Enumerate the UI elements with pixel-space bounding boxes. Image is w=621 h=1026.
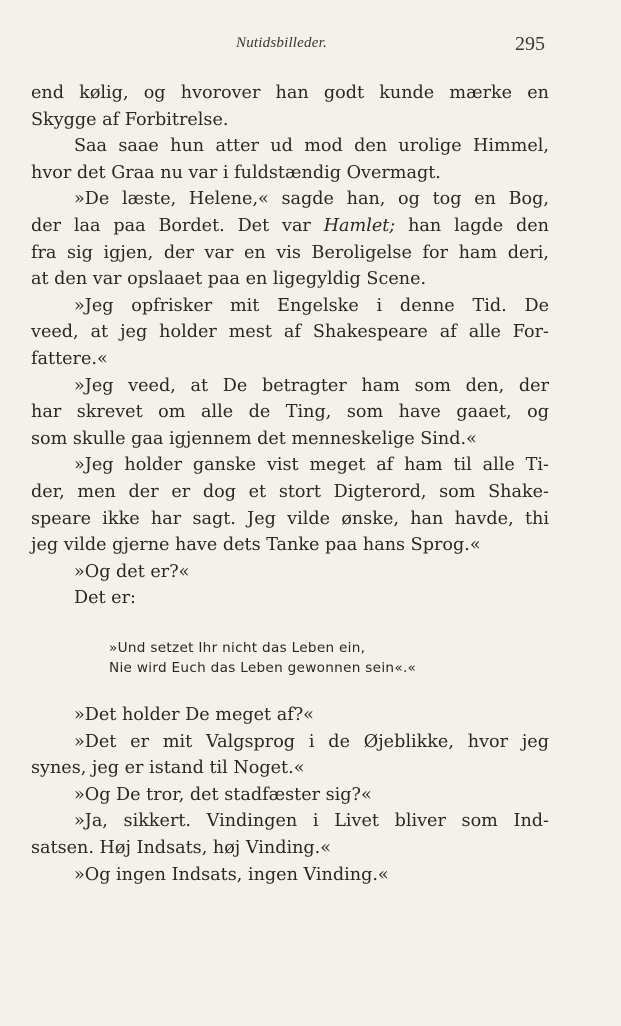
body-text xyxy=(31,80,549,612)
text-line: som skulle gaa igjennem det menneskelige Sind.« xyxy=(31,428,477,449)
text-segment: der laa paa Bordet. Det var xyxy=(31,215,311,236)
text-line: satsen. Høj Indsats, høj Vinding.« xyxy=(31,837,332,858)
text-line: hvor det Graa nu var i fuldstændig Overmagt. xyxy=(31,162,441,183)
text-line: »De læste, Helene,« sagde han, og tog en Bog, xyxy=(74,189,549,210)
quote-line: Nie wird Euch das Leben gewonnen sein«.« xyxy=(109,660,417,676)
text-line: Saa saae hun atter ud mod den urolige Himmel, xyxy=(74,136,549,157)
text-segment: han lagde den xyxy=(408,215,549,236)
running-title: Nutidsbilleder. xyxy=(236,35,327,51)
text-line: »Og det er?« xyxy=(74,561,190,582)
text-line: »Jeg veed, at De betragter ham som den, der xyxy=(74,375,549,396)
text-line: »Jeg holder ganske vist meget af ham til alle Ti- xyxy=(74,455,549,476)
text-line: fattere.« xyxy=(31,348,108,369)
text-line: speare ikke har sagt. Jeg vilde ønske, han havde, thi xyxy=(31,508,549,529)
text-line: veed, at jeg holder mest af Shakespeare af alle For- xyxy=(31,322,549,343)
text-line: fra sig igjen, der var en vis Beroligelse for ham deri, xyxy=(31,242,549,263)
text-line: »Det er mit Valgsprog i de Øjeblikke, hvor jeg xyxy=(74,731,549,752)
text-line: Det er: xyxy=(74,588,136,609)
page-number: 295 xyxy=(515,33,545,55)
text-line: »Og ingen Indsats, ingen Vinding.« xyxy=(74,864,389,885)
quote-line: »Und setzet Ihr nicht das Leben ein, xyxy=(109,640,366,656)
text-line: end kølig, og hvorover han godt kunde mærke en xyxy=(31,83,549,103)
text-line: at den var opslaaet paa en ligegyldig Scene. xyxy=(31,269,427,290)
text-line: »Jeg opfrisker mit Engelske i denne Tid. De xyxy=(74,295,549,316)
running-head xyxy=(0,33,621,57)
text-line: »Det holder De meget af?« xyxy=(74,705,314,725)
italic-title: Hamlet; xyxy=(323,215,396,236)
text-line: »Ja, sikkert. Vindingen i Livet bliver som Ind- xyxy=(74,811,549,832)
text-line: Skygge af Forbitrelse. xyxy=(31,109,229,130)
text-line: har skrevet om alle de Ting, som have gaaet, og xyxy=(31,402,549,423)
text-line: der, men der er dog et stort Digterord, som Shake- xyxy=(31,481,549,502)
verse-quote xyxy=(109,638,529,678)
text-line xyxy=(31,213,549,240)
text-line: synes, jeg er istand til Noget.« xyxy=(31,758,305,779)
body-text-continued xyxy=(31,702,549,888)
text-line: jeg vilde gjerne have dets Tanke paa hans Sprog.« xyxy=(31,535,481,556)
text-line: »Og De tror, det stadfæster sig?« xyxy=(74,784,372,805)
